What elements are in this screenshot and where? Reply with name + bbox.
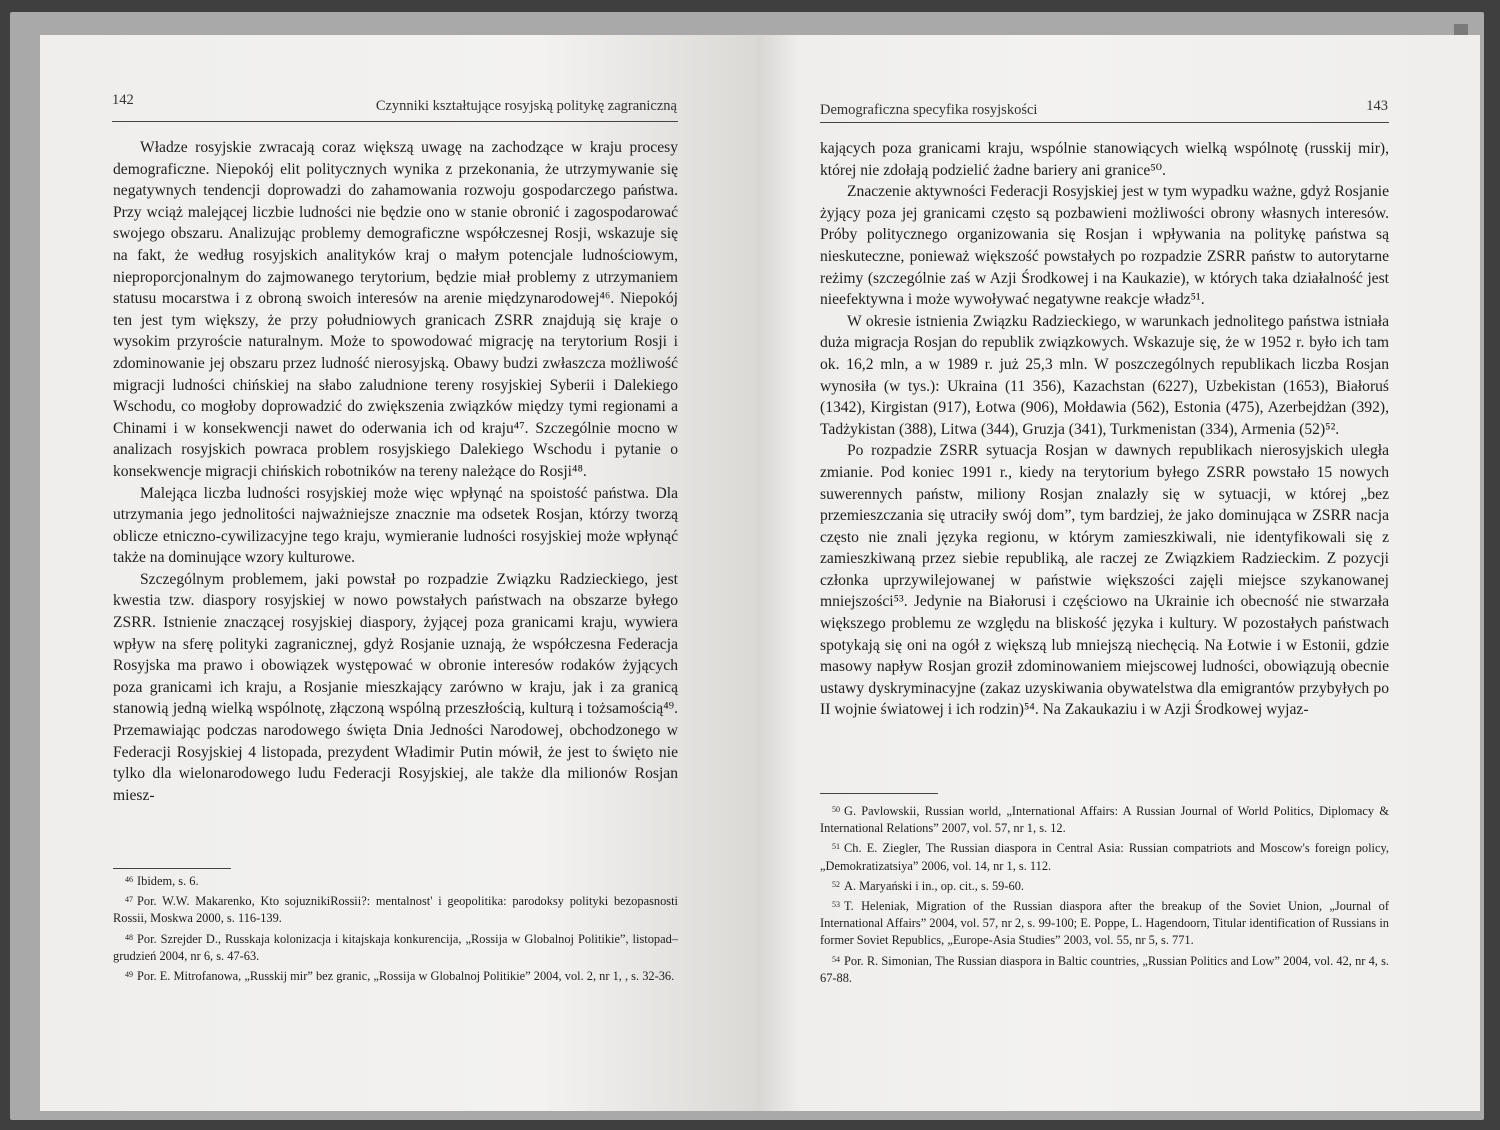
running-head-right: Demograficzna specyfika rosyjskości bbox=[820, 102, 1038, 118]
right-page bbox=[757, 35, 1480, 1111]
footnote: $^{49}$ Por. E. Mitrofanowa, „Russkij mir” bez granic, „Rossija w Globalnoj Politikie” 2004, vol. 2, nr 1, , s. 32-36. bbox=[125, 969, 675, 984]
paragraph: kających poza granicami kraju, wspólnie stanowiących wielką wspólnotę (russkij mir), której nie zdołają podzielić żadne bariery ani granice⁵⁰. bbox=[820, 140, 1389, 179]
paragraph: W okresie istnienia Związku Radzieckiego, w warunkach jednolitego państwa istniała duża migracja Rosjan do republik związkowych. Wskazuje się, że w 1952 r. było ich tam ok. 16,2 mln, a w 1989 r. już 25,3 mln. W poszczególnych republikach liczba Rosjan wynosiła (w tys.): Ukraina (11 356), Kazachstan (6227), Uzbekistan (1653), Białoruś (1342), Kirgistan (917), Łotwa (906), Mołdawia (562), Estonia (475), Azerbejdżan (392), Tadżykistan (388), Litwa (344), Gruzja (341), Turkmenistan (334), Armenia (52)⁵². bbox=[820, 312, 1389, 438]
footnote-rule-right bbox=[820, 793, 938, 794]
left-page bbox=[40, 35, 757, 1111]
footnote: $^{47}$ Por. W.W. Makarenko, Kto sojuznikiRossii?: mentalnost' i geopolitika: parodoksy polityki bezopasnosti Rossii, Moskwa 2000, s. 116-139. bbox=[113, 894, 678, 926]
footnotes-left bbox=[113, 871, 678, 986]
paragraph: Szczególnym problemem, jaki powstał po rozpadzie Związku Radzieckiego, jest kwestia tzw. diaspory rosyjskiej w nowo powstałych państwach na obszarze byłego ZSRR. Istnienie znaczącej rosyjskiej diaspory, żyjącej poza granicami kraju, wywiera wpływ na sferę polityki zagranicznej, gdyż Rosjanie uznają, że współczesna Federacja Rosyjska ma prawo i obowiązek występować w obronie interesów rodaków żyjących poza granicami ich kraju, a Rosjanie mieszkający zarówno w kraju, jak i za granicą stanowią jedną wielką wspólnotę, złączoną wspólną przeszłością, kulturą i tożsamością⁴⁹. Przemawiając podczas narodowego święta Dnia Jedności Narodowej, obchodzonego w Federacji Rosyjskiej 4 listopada, prezydent Władimir Putin mówił, że jest to święto nie tylko dla wielonarodowego ludu Federacji Rosyjskiej, ale także dla milionów Rosjan miesz- bbox=[113, 570, 678, 804]
paragraph: Po rozpadzie ZSRR sytuacja Rosjan w dawnych republikach nierosyjskich uległa zmianie. Pod koniec 1991 r., kiedy na terytorium byłego ZSRR powstało 15 nowych suwerennych państw, miliony Rosjan znalazły się w sytuacji, w której „bez przemieszczania się utraciły swój dom”, tym bardziej, że jako dominująca w ZSRR nacja często nie znali języka regionu, w którym zamieszkiwali, nie identyfikowali się z zamieszkiwaną przez siebie republiką, ale raczej ze Związkiem Radzieckim. Z pozycji członka uprzywilejowanej w państwie większości zajęli miejsce szykanowanej mniejszości⁵³. Jedynie na Białorusi i częściowo na Ukrainie ich obecność nie stwarzała większego problemu ze względu na bliskość języka i kultury. W pozostałych państwach spotykają się oni na ogół z większą lub mniejszą niechęcią. Na Łotwie i w Estonii, gdzie masowy napływ Rosjan groził zdominowaniem miejscowej ludności, obowiązują obecnie ustawy dyskryminacyjne (zakaz uzyskiwania obywatelstwa dla emigrantów przybyłych po II wojnie światowej i ich rodzin)⁵⁴. Na Zakaukaziu i w Azji Środkowej wyjaz- bbox=[820, 442, 1389, 719]
paragraph: Malejąca liczba ludności rosyjskiej może więc wpłynąć na spoistość państwa. Dla utrzymania jego jednolitości najważniejsze znacznie ma odsetek Rosjan, którzy tworzą oblicze etniczno-cywilizacyjne tego kraju, wymieranie ludności rosyjskiej może wpłynąć także na dominujące wzory kulturowe. bbox=[113, 484, 678, 567]
footnote-rule-left bbox=[113, 868, 231, 869]
footnote: $^{51}$ Ch. E. Ziegler, The Russian diaspora in Central Asia: Russian compatriots and Moscow's foreign policy, „Demokratizatsiya” 2006, vol. 14, nr 1, s. 112. bbox=[820, 841, 1389, 873]
body-text-right bbox=[820, 138, 1389, 721]
footnote: $^{52}$ A. Maryański i in., op. cit., s. 59-60. bbox=[832, 878, 1024, 893]
header-rule-left bbox=[112, 121, 678, 122]
running-head-left: Czynniki kształtujące rosyjską politykę zagraniczną bbox=[375, 98, 677, 114]
footnotes-right bbox=[820, 801, 1389, 988]
footnote: $^{48}$ Por. Szrejder D., Russkaja kolonizacja i kitajskaja konkurencija, „Rossija w Globalnoj Politikie”, listopad–grudzień 2004, nr 6, s. 47-63. bbox=[113, 931, 678, 963]
header-rule-right bbox=[820, 122, 1389, 123]
footnote: $^{46}$ Ibidem, s. 6. bbox=[125, 874, 199, 888]
page-number-left: 142 bbox=[112, 92, 134, 108]
footnote: $^{50}$ G. Pavlowskii, Russian world, „International Affairs: A Russian Journal of World Politics, Diplomacy & International Relations” 2007, vol. 57, nr 1, s. 12. bbox=[820, 804, 1389, 836]
footnote: $^{54}$ Por. R. Simonian, The Russian diaspora in Baltic countries, „Russian Politics and Low” 2004, vol. 42, nr 4, s. 67-88. bbox=[820, 953, 1389, 985]
page-number-right: 143 bbox=[1366, 98, 1388, 114]
paragraph: Władze rosyjskie zwracają coraz większą uwagę na zachodzące w kraju procesy demograficzne. Niepokój elit politycznych wynika z przekonania, że utrzymywanie się negatywnych tendencji doprowadzi do zahamowania rozwoju gospodarczego państwa. Przy wciąż malejącej liczbie ludności nie będzie ono w stanie obronić i zagospodarować swojego obszaru. Analizując problemy demograficzne współczesnej Rosji, wskazuje się na fakt, że według rosyjskich analityków kraj o małym potencjale ludnościowym, nieproporcjonalnym do zajmowanego terytorium, będzie miał problemy z utrzymaniem statusu mocarstwa i z obroną swoich interesów na arenie międzynarodowej⁴⁶. Niepokój ten jest tym większy, że przy południowych granicach ZSRR znajdują się kraje o wysokim przyroście naturalnym. Może to spowodować migrację na terytorium Rosji i zdominowanie jej obszaru przez ludność nierosyjską. Obawy budzi zwłaszcza możliwość migracji ludności chińskiej na słabo zaludnione tereny rosyjskiej Syberii i Dalekiego Wschodu, co mogłoby doprowadzić do zwiększenia związków między tymi regionami a Chinami i w konsekwencji nawet do oderwania ich od kraju⁴⁷. Szczególnie mocno w analizach rosyjskich powraca problem rosyjskiego Dalekiego Wschodu i pytanie o konsekwencje migracji chińskich robotników na tereny należące do Rosji⁴⁸. bbox=[113, 139, 678, 480]
footnote: $^{53}$ T. Heleniak, Migration of the Russian diaspora after the breakup of the Soviet Union, „Journal of International Affairs” 2004, vol. 57, nr 2, s. 99-100; E. Poppe, L. Hagendoorn, Titular identification of Russians in former Soviet Republics, „Europe-Asia Studies” 2003, vol. 55, nr 5, s. 771. bbox=[820, 899, 1389, 948]
body-text-left bbox=[113, 137, 678, 806]
paragraph: Znaczenie aktywności Federacji Rosyjskiej jest w tym wypadku ważne, gdyż Rosjanie żyjący poza jej granicami często są pozbawieni możliwości obrony własnych interesów. Próby politycznego organizowania się Rosjan i wpływania na politykę państwa są nieskuteczne, ponieważ większość powstałych po rozpadzie ZSRR państw to autorytarne reżimy (szczególnie zaś w Azji Środkowej i na Kaukazie), w których taka działalność jest nieefektywna i może wywoływać negatywne reakcje władz⁵¹. bbox=[820, 183, 1389, 309]
scan-board bbox=[10, 12, 1484, 1120]
